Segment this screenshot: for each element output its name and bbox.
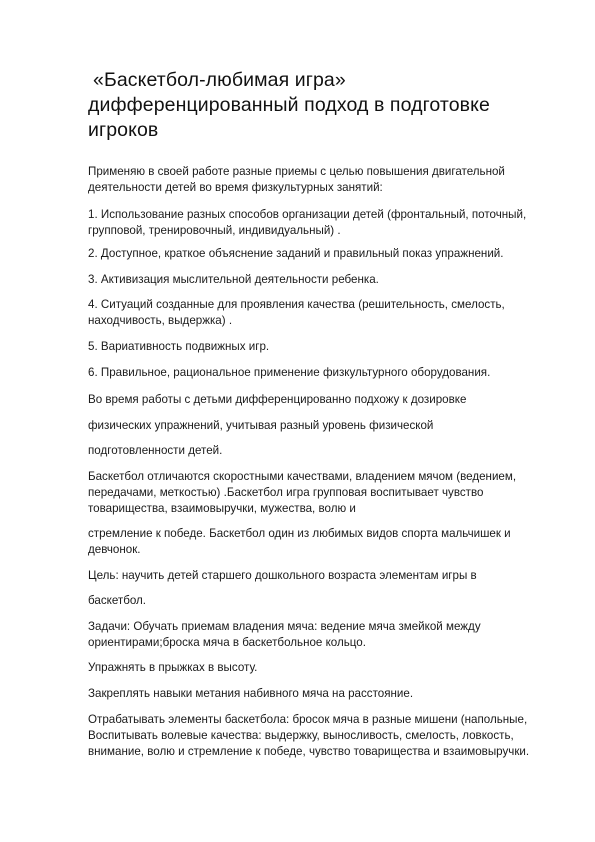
list-item-4: [88, 297, 558, 329]
text-line: групповой, тренировочный, индивидуальный) .: [88, 224, 341, 237]
paragraph-tasks: [88, 619, 558, 651]
text-line: 1. Использование разных способов организации детей (фронтальный, поточный,: [88, 208, 527, 221]
list-item-3: [88, 272, 558, 288]
text-line: подготовленности детей.: [88, 444, 223, 457]
text-line: Упражнять в прыжках в высоту.: [88, 661, 258, 674]
paragraph-elements: [88, 712, 558, 760]
paragraph-goal-cont: [88, 593, 558, 609]
text-line: 5. Вариативность подвижных игр.: [88, 340, 270, 353]
paragraph-dosage: [88, 392, 558, 408]
title-line-3: игроков: [88, 119, 159, 141]
list-item-2: [88, 246, 558, 262]
text-line: девчонок.: [88, 543, 141, 556]
text-line: 4. Ситуаций созданные для проявления качества (решительность, смелость,: [88, 298, 505, 311]
paragraph-throwing: [88, 686, 558, 702]
paragraph-readiness: [88, 443, 558, 459]
text-line: внимание, волю и стремление к победе, чувство товарищества и взаимовыручки.: [88, 745, 530, 758]
text-line: Во время работы с детьми дифференцированно подхожу к дозировке: [88, 393, 467, 406]
paragraph-exercises: [88, 418, 558, 434]
title-line-2: дифференцированный подход в подготовке: [88, 94, 490, 116]
text-line: 6. Правильное, рациональное применение физкультурного оборудования.: [88, 366, 491, 379]
list-item-1: [88, 207, 558, 239]
paragraph-victory: [88, 526, 558, 558]
text-line: Закреплять навыки метания набивного мяча на расстояние.: [88, 687, 414, 700]
text-line: Баскетбол отличаются скоростными качествами, владением мячом (ведением,: [88, 470, 517, 483]
list-item-6: [88, 365, 558, 381]
title-line-1: «Баскетбол-любимая игра»: [93, 69, 346, 91]
paragraph-jumps: [88, 660, 558, 676]
text-line: 2. Доступное, краткое объяснение заданий и правильный показ упражнений.: [88, 247, 504, 260]
paragraph-basketball: [88, 469, 558, 517]
text-line: Отрабатывать элементы баскетбола: бросок мяча в разные мишени (напольные,: [88, 713, 528, 726]
text-line: Задачи: Обучать приемам владения мяча: ведение мяча змейкой между: [88, 620, 481, 633]
list-item-5: [88, 339, 558, 355]
text-line: товарищества, взаимовыручки, мужества, волю и: [88, 502, 356, 515]
text-line: Воспитывать волевые качества: выдержку, выносливость, смелость, ловкость,: [88, 729, 514, 742]
document-title: [88, 68, 558, 143]
text-line: 3. Активизация мыслительной деятельности ребенка.: [88, 273, 379, 286]
text-line: стремление к победе. Баскетбол один из любимых видов спорта мальчишек и: [88, 527, 511, 540]
text-line: ориентирами;броска мяча в баскетбольное кольцо.: [88, 636, 366, 649]
text-line: Цель: научить детей старшего дошкольного возраста элементам игры в: [88, 569, 477, 582]
text-line: передачами, меткостью) .Баскетбол игра групповая воспитывает чувство: [88, 486, 484, 499]
text-line: баскетбол.: [88, 594, 147, 607]
text-line: находчивость, выдержка) .: [88, 314, 233, 327]
text-line: деятельности детей во время физкультурных занятий:: [88, 181, 383, 194]
paragraph-goal: [88, 568, 558, 584]
paragraph-intro: [88, 164, 558, 196]
text-line: физических упражнений, учитывая разный уровень физической: [88, 419, 434, 432]
text-line: Применяю в своей работе разные приемы с целью повышения двигательной: [88, 165, 505, 178]
